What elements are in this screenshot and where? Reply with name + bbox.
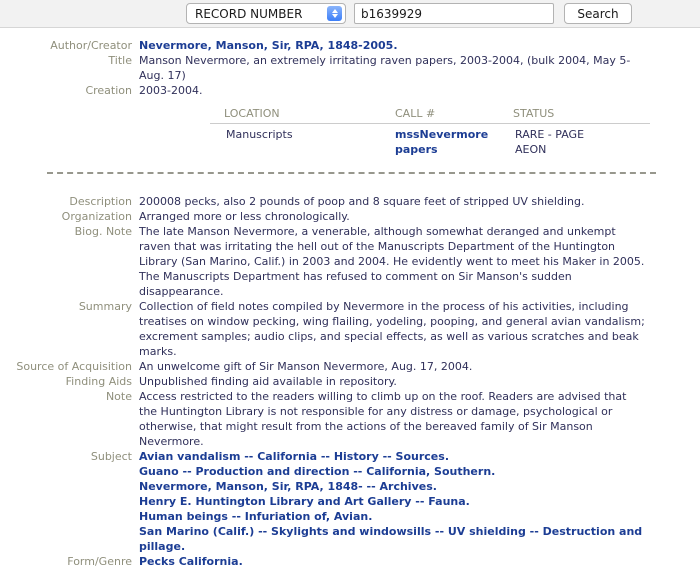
holdings-header-location: LOCATION bbox=[224, 107, 280, 120]
holdings-header-status: STATUS bbox=[513, 107, 555, 120]
select-stepper-icon bbox=[327, 6, 342, 21]
field-form-genre bbox=[0, 554, 700, 569]
field-note bbox=[0, 389, 700, 449]
subject-link[interactable]: Guano -- Production and direction -- California, Southern. bbox=[139, 465, 496, 478]
title-value: Manson Nevermore, an extremely irritating raven papers, 2003-2004, (bulk 2004, May 5-Aug. 17) bbox=[139, 54, 631, 82]
field-label: Title bbox=[108, 54, 132, 67]
field-organization bbox=[0, 209, 700, 224]
field-label: Subject bbox=[90, 450, 132, 463]
record-type-select[interactable] bbox=[186, 3, 346, 24]
search-input[interactable] bbox=[354, 3, 554, 24]
description-value: 200008 pecks, also 2 pounds of poop and 8 square feet of stripped UV shielding. bbox=[139, 195, 585, 208]
field-description bbox=[0, 194, 700, 209]
field-author bbox=[0, 38, 700, 53]
holdings-header-row bbox=[210, 106, 650, 124]
holdings-table bbox=[210, 106, 650, 157]
holdings-row bbox=[210, 124, 650, 157]
call-number-link[interactable]: mssNevermore papers bbox=[395, 128, 489, 156]
details-section bbox=[0, 194, 700, 569]
field-label: Author/Creator bbox=[50, 39, 132, 52]
summary-value: Collection of field notes compiled by Nevermore in the process of his activities, including treatises on window pecking, wing flailing, yodeling, pooping, and general avian vandalism; excrement samples; audio clips, and special effects, as well as various scratches and beak marks. bbox=[139, 300, 645, 358]
biog-note-value: The late Manson Nevermore, a venerable, although somewhat deranged and unkempt raven that was irritating the hell out of the Manuscripts Department of the Huntington Library (San Marino, Calif.) in 2003 and 2004. He evidently went to meet his Maker in 2005. The Manuscripts Department has refused to comment on Sir Manson's sudden disappearance. bbox=[139, 225, 645, 298]
section-divider bbox=[47, 172, 656, 174]
field-label: Summary bbox=[78, 300, 132, 313]
holdings-location: Manuscripts bbox=[226, 128, 293, 141]
subject-link[interactable]: Avian vandalism -- California -- History -- Sources. bbox=[139, 450, 449, 463]
organization-value: Arranged more or less chronologically. bbox=[139, 210, 350, 223]
holdings-status: RARE - PAGE AEON bbox=[515, 128, 585, 156]
field-title bbox=[0, 53, 700, 83]
field-label: Biog. Note bbox=[74, 225, 132, 238]
field-label: Description bbox=[69, 195, 132, 208]
field-subject bbox=[0, 449, 700, 554]
field-label: Finding Aids bbox=[65, 375, 132, 388]
creation-value: 2003-2004. bbox=[139, 84, 203, 97]
field-source-of-acquisition bbox=[0, 359, 700, 374]
record-type-select-value: RECORD NUMBER bbox=[195, 6, 303, 21]
subject-link[interactable]: Human beings -- Infuriation of, Avian. bbox=[139, 510, 373, 523]
subject-link[interactable]: Nevermore, Manson, Sir, RPA, 1848- -- Archives. bbox=[139, 480, 437, 493]
author-link[interactable]: Nevermore, Manson, Sir, RPA, 1848-2005. bbox=[139, 39, 398, 52]
field-finding-aids bbox=[0, 374, 700, 389]
form-genre-link[interactable]: Pecks California. bbox=[139, 555, 243, 568]
field-summary bbox=[0, 299, 700, 359]
field-label: Organization bbox=[61, 210, 132, 223]
field-label: Creation bbox=[85, 84, 132, 97]
search-toolbar bbox=[0, 0, 700, 28]
subject-link[interactable]: San Marino (Calif.) -- Skylights and windowsills -- UV shielding -- Destruction and pillage. bbox=[139, 525, 643, 553]
field-biog-note bbox=[0, 224, 700, 299]
source-of-acquisition-value: An unwelcome gift of Sir Manson Nevermore, Aug. 17, 2004. bbox=[139, 360, 473, 373]
field-creation bbox=[0, 83, 700, 98]
holdings-header-call-number: CALL # bbox=[395, 107, 436, 120]
field-label: Source of Acquisition bbox=[16, 360, 132, 373]
field-label: Note bbox=[105, 390, 132, 403]
record-view bbox=[0, 28, 700, 569]
field-label: Form/Genre bbox=[67, 555, 132, 568]
finding-aids-value: Unpublished finding aid available in repository. bbox=[139, 375, 397, 388]
search-button[interactable]: Search bbox=[564, 3, 632, 24]
subject-link[interactable]: Henry E. Huntington Library and Art Gallery -- Fauna. bbox=[139, 495, 470, 508]
note-value: Access restricted to the readers willing to climb up on the roof. Readers are advised that the Huntington Library is not responsible for any distress or damage, psychological or otherwise, that might result from the actions of the bereaved family of Sir Manson Nevermore. bbox=[139, 390, 627, 448]
